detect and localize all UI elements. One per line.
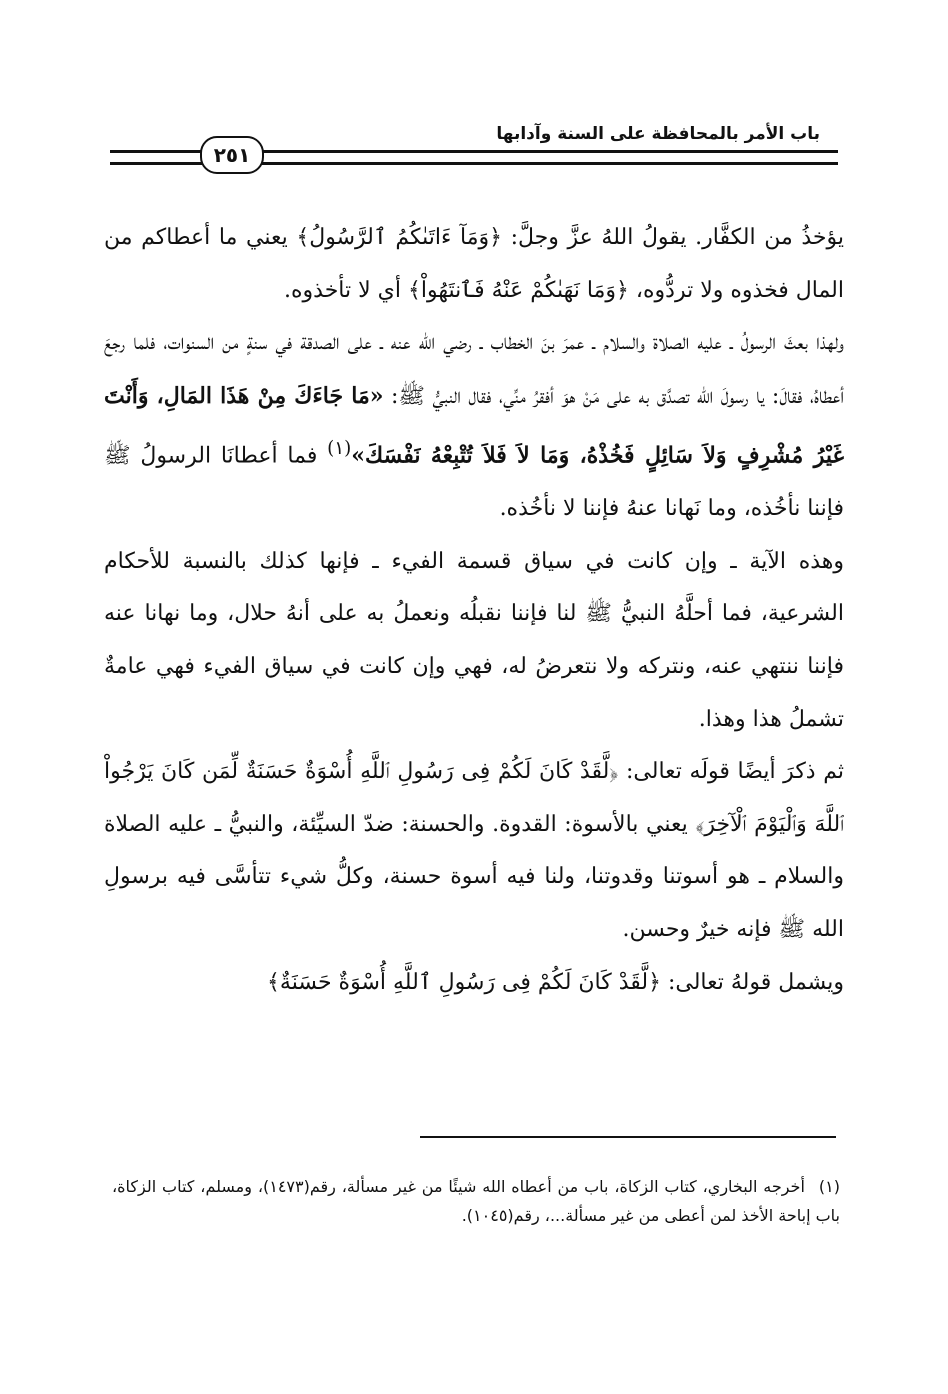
hadith-quote: «مَا جَاءَكَ مِنْ هَذَا المَالِ، وَأَنْتَ غَيْرُ مُشْرِفٍ وَلاَ سَائِلٍ فَخُذْهُ، وَمَا لاَ فَلاَ تُتْبِعْهُ نَفْسَكَ»: [104, 382, 844, 469]
page-number: ٢٥١: [200, 136, 264, 174]
paragraph-1: يؤخذُ من الكفَّار. يقولُ اللهُ عزَّ وجلَّ: ﴿وَمَآ ءَاتَىٰكُمُ ٱلرَّسُولُ﴾ يعني ما أعطاكم من المال فخذوه ولا تردُّوه، ﴿وَمَا نَهَىٰكُمْ عَنْهُ فَٱنتَهُواْ﴾ أي لا تأخذوه.: [104, 225, 844, 303]
footnote-number: (١): [818, 1177, 840, 1196]
footnote-separator: [420, 1136, 836, 1138]
paragraph-2-tail: فما أعطانَا الرسولُ ﷺ فإننا نأخُذه، وما نَهانا عنهُ فإننا لا نأخُذه.: [104, 443, 844, 522]
paragraph-4: ثم ذكرَ أيضًا قولَه تعالى: ﴿لَّقَدْ كَانَ لَكُمْ فِى رَسُولِ ٱللَّهِ أُسْوَةٌ حَسَنَةٌ لِّمَن كَانَ يَرْجُواْ ٱللَّهَ وَٱلْيَوْمَ ٱلْآخِرَ﴾ يعني بالأسوة: القدوة. والحسنة: ضدّ السيِّئة، والنبيُّ ـ عليه الصلاة والسلام ـ هو أسوتنا وقدوتنا، ولنا فيه أسوة حسنة، وكلُّ شيء تتأسَّى فيه برسولِ الله ﷺ فإنه خيرٌ وحسن.: [104, 759, 844, 943]
footnote-text: أخرجه البخاري، كتاب الزكاة، باب من أعطاه الله شيئًا من غير مسألة، رقم(١٤٧٣)، ومسلم، كتاب الزكاة، باب إباحة الأخذ لمن أعطى من غير مسألة...، رقم(١٠٤٥).: [112, 1177, 840, 1225]
paragraph-3: وهذه الآية ـ وإن كانت في سياق قسمة الفيء ـ فإنها كذلك بالنسبة للأحكام الشرعية، فما أحلَّهُ النبيُّ ﷺ لنا فإننا نقبلُه ونعملُ به على أنهُ حلال، وما نهانا عنه فإننا ننتهي عنه، ونتركه ولا نتعرضُ له، فهي وإن كانت في سياق الفيء فهي عامةٌ تشملُ هذا وهذا.: [104, 548, 844, 732]
header-rule-right: [260, 150, 838, 165]
paragraph-2-intro: ولهذا بعثَ الرسولُ ـ عليه الصلاة والسلام ـ عمرَ بنَ الخطاب ـ رضي الله عنه ـ على الصدقة في سنةٍ من السنوات، فلما رجعَ أعطاهُ، فقالَ: يا رسولَ الله تصدَّق به على مَنْ هوَ أفقرُ منِّي، فقال النبيُّ ﷺ:: [104, 330, 845, 409]
paragraph-5: ويشمل قولهُ تعالى: ﴿لَّقَدْ كَانَ لَكُمْ فِى رَسُولِ ٱللَّهِ أُسْوَةٌ حَسَنَةٌ﴾: [267, 969, 844, 995]
footnote-reference: (١): [327, 438, 352, 460]
footnote: [112, 1172, 840, 1230]
header-rule-left: [110, 150, 206, 165]
running-header-title: باب الأمر بالمحافظة على السنة وآدابها: [496, 124, 820, 144]
paragraph-2: [104, 317, 844, 536]
main-text: [104, 212, 844, 1009]
